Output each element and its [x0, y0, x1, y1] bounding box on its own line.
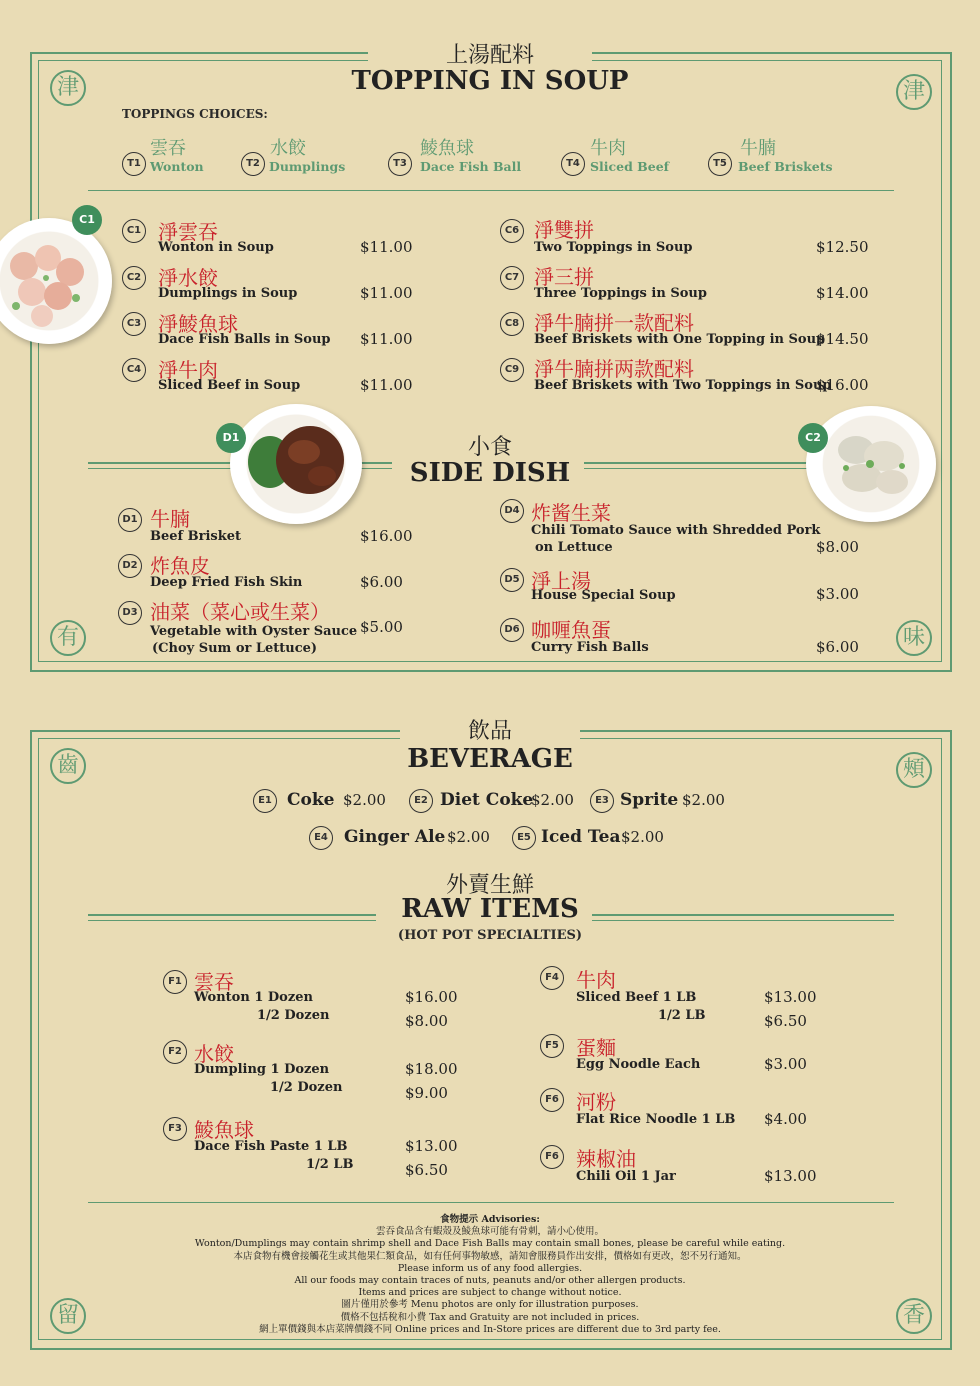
choice-en: Sliced Beef — [590, 159, 670, 174]
raw-en-title: RAW ITEMS — [401, 894, 579, 924]
beverage-name: Ginger Ale — [344, 827, 446, 847]
item-price: $4.00 — [764, 1110, 807, 1128]
item-code: C9 — [500, 358, 524, 382]
plate-badge: C1 — [72, 205, 102, 235]
item-code: E3 — [590, 789, 614, 813]
item-zh: 牛肉 — [576, 968, 616, 992]
item-en: Chili Oil 1 Jar — [576, 1169, 676, 1184]
item-zh: 炸魚皮 — [150, 554, 210, 578]
item-price: $11.00 — [360, 284, 413, 302]
seal-icon-br2: 香 — [896, 1298, 932, 1334]
seal-icon-tl: 津 — [50, 70, 86, 106]
choice-en: Dumplings — [269, 159, 346, 174]
item-price: $11.00 — [360, 238, 413, 256]
item-en: Wonton in Soup — [158, 240, 274, 255]
item-zh: 雲吞 — [194, 970, 234, 994]
advisory-line: All our foods may contain traces of nuts, peanuts and/or other allergen products. — [294, 1275, 686, 1287]
beef-brisket-plate-image — [230, 404, 362, 524]
item-zh: 淨雙拼 — [534, 218, 594, 242]
item-code: C3 — [122, 312, 146, 336]
item-en: Egg Noodle Each — [576, 1057, 701, 1072]
item-code: F3 — [163, 1117, 187, 1141]
item-price: $13.00 — [764, 988, 817, 1006]
raw-divider-left-thin — [88, 920, 376, 921]
side-en-title: SIDE DISH — [409, 458, 571, 488]
item-price: $3.00 — [816, 585, 859, 603]
item-zh: 咖喱魚蛋 — [531, 618, 611, 642]
item-code: C1 — [122, 219, 146, 243]
item-zh: 水餃 — [194, 1042, 234, 1066]
item-price-2: $6.50 — [405, 1161, 448, 1179]
advisory-line: 價格不包括稅和小費 Tax and Gratuity are not included in prices. — [340, 1311, 640, 1323]
beverage-zh-title: 飲品 — [467, 719, 512, 744]
item-price: $16.00 — [816, 376, 869, 394]
choice-zh: 雲吞 — [150, 138, 186, 159]
beverage-name: Iced Tea — [541, 827, 621, 847]
beverage-name: Diet Coke — [440, 790, 534, 810]
item-code: C6 — [500, 219, 524, 243]
item-en: Flat Rice Noodle 1 LB — [576, 1112, 736, 1127]
divider — [88, 1202, 894, 1203]
item-zh: 辣椒油 — [576, 1147, 636, 1171]
item-price-2: $8.00 — [405, 1012, 448, 1030]
item-zh: 淨牛腩拼两款配料 — [534, 357, 694, 381]
choice-zh: 鯪魚球 — [420, 138, 474, 159]
choice-en: Wonton — [150, 159, 204, 174]
seal-icon-mr: 味 — [896, 620, 932, 656]
item-code: D1 — [118, 508, 142, 532]
item-zh: 淨雲吞 — [158, 220, 218, 244]
choice-en: Beef Briskets — [738, 159, 833, 174]
item-code: D6 — [500, 618, 524, 642]
plate-badge: D1 — [216, 423, 246, 453]
beverage-price: $2.00 — [682, 791, 725, 809]
item-code: C4 — [122, 358, 146, 382]
item-price: $16.00 — [360, 527, 413, 545]
item-price: $14.50 — [816, 330, 869, 348]
item-en: Sliced Beef 1 LB — [576, 990, 697, 1005]
beverage-name: Sprite — [620, 790, 679, 810]
item-en: Chili Tomato Sauce with Shredded Pork — [531, 523, 821, 538]
item-zh: 蛋麵 — [576, 1036, 616, 1060]
choice-zh: 水餃 — [270, 138, 306, 159]
advisory-title: 食物提示 Advisories: — [440, 1214, 540, 1225]
advisory-line: Please inform us of any food allergies. — [397, 1262, 583, 1274]
item-code: F6 — [540, 1145, 564, 1169]
choice-zh: 牛腩 — [740, 138, 776, 159]
item-zh: 牛腩 — [150, 507, 190, 531]
raw-divider-right-thin — [592, 920, 894, 921]
item-en: Two Toppings in Soup — [534, 240, 693, 255]
item-en-2: (Choy Sum or Lettuce) — [152, 641, 318, 656]
raw-divider-right — [592, 914, 894, 916]
beverage-price: $2.00 — [531, 791, 574, 809]
item-en: Curry Fish Balls — [531, 640, 649, 655]
item-price: $13.00 — [764, 1167, 817, 1185]
item-code: E1 — [253, 789, 277, 813]
item-zh: 淨牛肉 — [158, 358, 218, 382]
item-price: $14.00 — [816, 284, 869, 302]
beverage-price: $2.00 — [447, 828, 490, 846]
plate-badge: C2 — [798, 423, 828, 453]
item-code: F2 — [163, 1040, 187, 1064]
item-code: C2 — [122, 266, 146, 290]
dumpling-plate-image — [806, 406, 936, 522]
advisories — [0, 1214, 980, 1336]
item-code: F5 — [540, 1034, 564, 1058]
item-en: Wonton 1 Dozen — [194, 990, 313, 1005]
item-en: Dumplings in Soup — [158, 286, 298, 301]
item-en-2: 1/2 LB — [658, 1008, 706, 1023]
wonton-plate-image — [0, 218, 112, 344]
item-price: $6.00 — [816, 638, 859, 656]
item-en: Dumpling 1 Dozen — [194, 1062, 330, 1077]
item-price: $5.00 — [360, 618, 403, 636]
item-en: Sliced Beef in Soup — [158, 378, 301, 393]
choice-code: T2 — [241, 152, 265, 176]
advisory-line: 圖片僅用於參考 Menu photos are only for illustration purposes. — [341, 1299, 639, 1311]
topping-en-title: TOPPING IN SOUP — [351, 66, 629, 96]
item-price: $13.00 — [405, 1137, 458, 1155]
advisory-line: 本店食物有機會接觸花生或其他果仁類食品，如有任何事物敏感，請知會服務員作出安排，價格如有更改，恕不另行通知。 — [233, 1250, 747, 1262]
beverage-price: $2.00 — [621, 828, 664, 846]
item-zh: 淨牛腩拼一款配料 — [534, 311, 694, 335]
item-zh: 淨三拼 — [534, 265, 594, 289]
seal-icon-bl1: 齒 — [50, 748, 86, 784]
item-price: $11.00 — [360, 376, 413, 394]
advisory-line: Wonton/Dumplings may contain shrimp shell and Dace Fish Balls may contain small bones, please be careful while eating. — [194, 1238, 786, 1250]
advisory-line: 網上單價錢與本店菜牌價錢不同 Online prices and In-Store prices are different due to 3rd party fee. — [259, 1323, 721, 1335]
item-code: E4 — [309, 826, 333, 850]
item-code: C8 — [500, 312, 524, 336]
choice-code: T4 — [561, 152, 585, 176]
choice-code: T1 — [122, 152, 146, 176]
choice-code: T5 — [708, 152, 732, 176]
item-code: F6 — [540, 1088, 564, 1112]
seal-icon-tr: 津 — [896, 74, 932, 110]
item-price: $12.50 — [816, 238, 869, 256]
item-en: Dace Fish Paste 1 LB — [194, 1139, 348, 1154]
item-price-2: $9.00 — [405, 1084, 448, 1102]
item-zh: 河粉 — [576, 1090, 616, 1114]
divider — [88, 190, 894, 191]
item-code: D4 — [500, 499, 524, 523]
item-en: Dace Fish Balls in Soup — [158, 332, 331, 347]
item-price: $8.00 — [816, 538, 859, 556]
item-en: Vegetable with Oyster Sauce — [150, 624, 358, 639]
item-zh: 淨水餃 — [158, 266, 218, 290]
choice-zh: 牛肉 — [590, 138, 626, 159]
item-price-2: $6.50 — [764, 1012, 807, 1030]
item-en: Deep Fried Fish Skin — [150, 575, 303, 590]
seal-icon-bl2: 留 — [50, 1298, 86, 1334]
item-price: $6.00 — [360, 573, 403, 591]
item-zh: 鯪魚球 — [194, 1118, 254, 1142]
advisory-line: Items and prices are subject to change without notice. — [358, 1287, 622, 1299]
item-en: House Special Soup — [531, 588, 676, 603]
item-price: $16.00 — [405, 988, 458, 1006]
item-code: E5 — [512, 826, 536, 850]
item-en: Three Toppings in Soup — [534, 286, 707, 301]
item-code: D2 — [118, 554, 142, 578]
beverage-price: $2.00 — [343, 791, 386, 809]
item-zh: 淨上湯 — [531, 569, 591, 593]
beverage-name: Coke — [287, 790, 335, 810]
choice-en: Dace Fish Ball — [420, 159, 522, 174]
item-en: Beef Brisket — [150, 529, 242, 544]
item-code: E2 — [409, 789, 433, 813]
item-en: Beef Briskets with Two Toppings in Soup — [534, 378, 832, 393]
item-zh: 油菜（菜心或生菜） — [150, 600, 330, 624]
item-en-2: 1/2 LB — [306, 1157, 354, 1172]
raw-subtitle: (HOT POT SPECIALTIES) — [397, 928, 583, 943]
item-en: Beef Briskets with One Topping in Soup — [534, 332, 826, 347]
raw-zh-title: 外賣生鮮 — [445, 873, 534, 898]
toppings-choices-label: TOPPINGS CHOICES: — [122, 107, 268, 121]
item-price: $11.00 — [360, 330, 413, 348]
item-en-2: 1/2 Dozen — [270, 1080, 343, 1095]
advisory-line: 雲吞食品含有蝦殼及鯪魚球可能有骨刺，請小心使用。 — [375, 1226, 604, 1238]
item-price: $18.00 — [405, 1060, 458, 1078]
item-en-2: on Lettuce — [535, 540, 613, 555]
item-code: D3 — [118, 601, 142, 625]
side-zh-title: 小食 — [467, 435, 512, 460]
beverage-en-title: BEVERAGE — [407, 744, 573, 774]
raw-divider-left — [88, 914, 376, 916]
item-zh: 淨鯪魚球 — [158, 312, 238, 336]
seal-icon-ml: 有 — [50, 620, 86, 656]
item-price: $3.00 — [764, 1055, 807, 1073]
item-code: F1 — [163, 970, 187, 994]
item-code: C7 — [500, 266, 524, 290]
topping-zh-title: 上湯配料 — [445, 43, 534, 68]
item-code: D5 — [500, 568, 524, 592]
choice-code: T3 — [388, 152, 412, 176]
item-zh: 炸酱生菜 — [531, 501, 611, 525]
item-code: F4 — [540, 966, 564, 990]
item-en-2: 1/2 Dozen — [257, 1008, 330, 1023]
seal-icon-br1: 頰 — [896, 752, 932, 788]
